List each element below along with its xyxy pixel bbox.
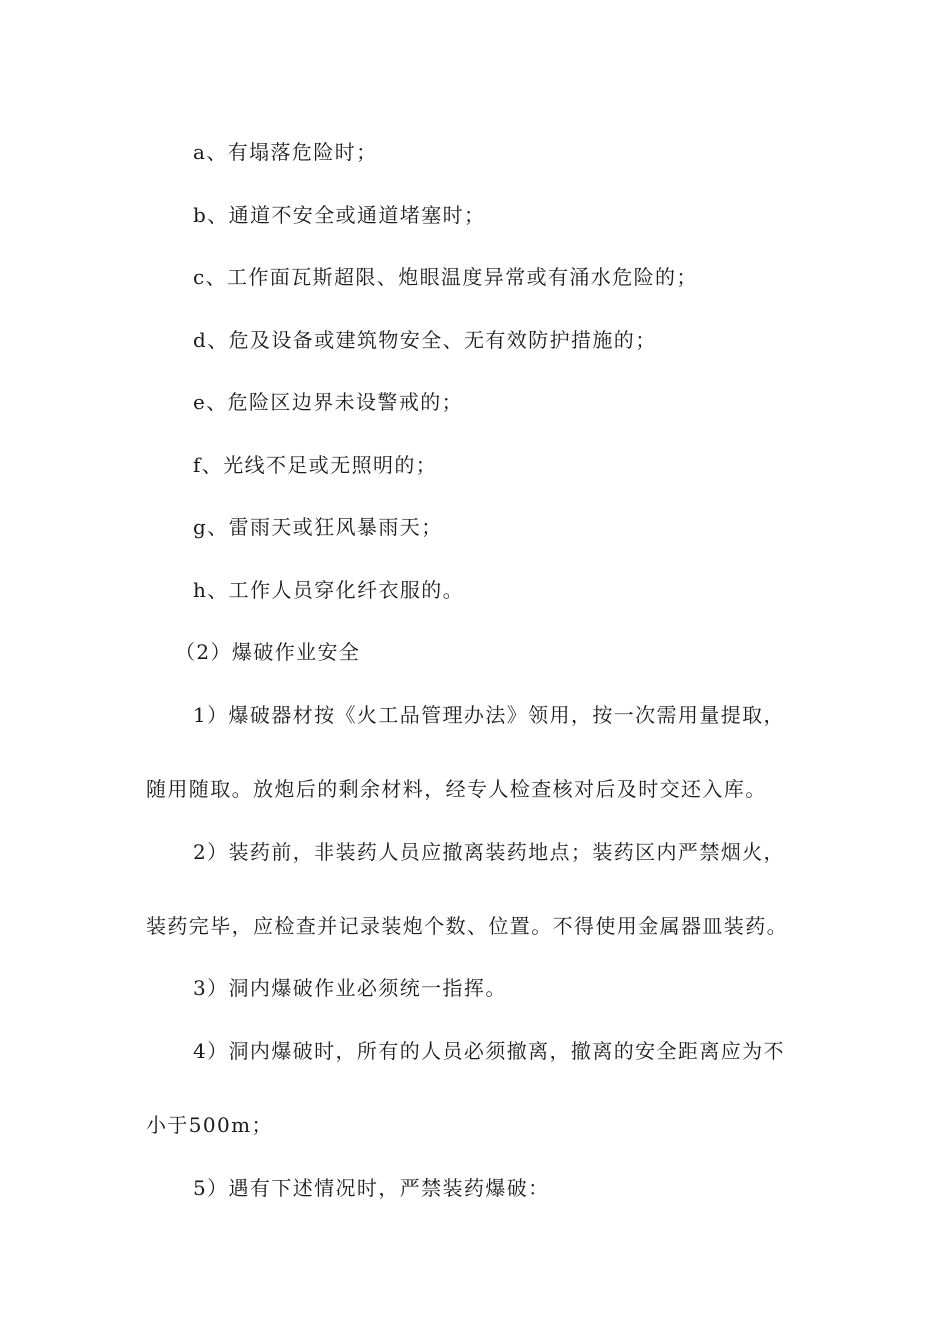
paragraph-1-line-1: 1）爆破器材按《火工品管理办法》领用，按一次需用量提取， <box>193 703 785 727</box>
list-item-a: a、有塌落危险时； <box>193 140 378 164</box>
list-item-d: d、危及设备或建筑物安全、无有效防护措施的； <box>193 328 657 352</box>
paragraph-5: 5）遇有下述情况时，严禁装药爆破： <box>193 1176 550 1200</box>
list-item-g: g、雷雨天或狂风暴雨天； <box>193 515 443 539</box>
paragraph-1-line-2: 随用随取。放炮后的剩余材料，经专人检查核对后及时交还入库。 <box>146 777 767 801</box>
list-item-e: e、危险区边界未设警戒的； <box>193 390 464 414</box>
paragraph-3: 3）洞内爆破作业必须统一指挥。 <box>193 976 507 1000</box>
list-item-h: h、工作人员穿化纤衣服的。 <box>193 578 465 602</box>
section-heading: （2）爆破作业安全 <box>175 640 361 664</box>
paragraph-4-line-1: 4）洞内爆破时，所有的人员必须撤离，撤离的安全距离应为不 <box>193 1039 785 1063</box>
list-item-f: f、光线不足或无照明的； <box>193 453 438 477</box>
paragraph-4-line-2: 小于500m； <box>146 1113 273 1137</box>
list-item-b: b、通道不安全或通道堵塞时； <box>193 203 486 227</box>
paragraph-2-line-1: 2）装药前，非装药人员应撤离装药地点；装药区内严禁烟火， <box>193 840 785 864</box>
list-item-c: c、工作面瓦斯超限、炮眼温度异常或有涌水危险的； <box>193 265 698 289</box>
paragraph-2-line-2: 装药完毕，应检查并记录装炮个数、位置。不得使用金属器皿装药。 <box>146 914 788 938</box>
